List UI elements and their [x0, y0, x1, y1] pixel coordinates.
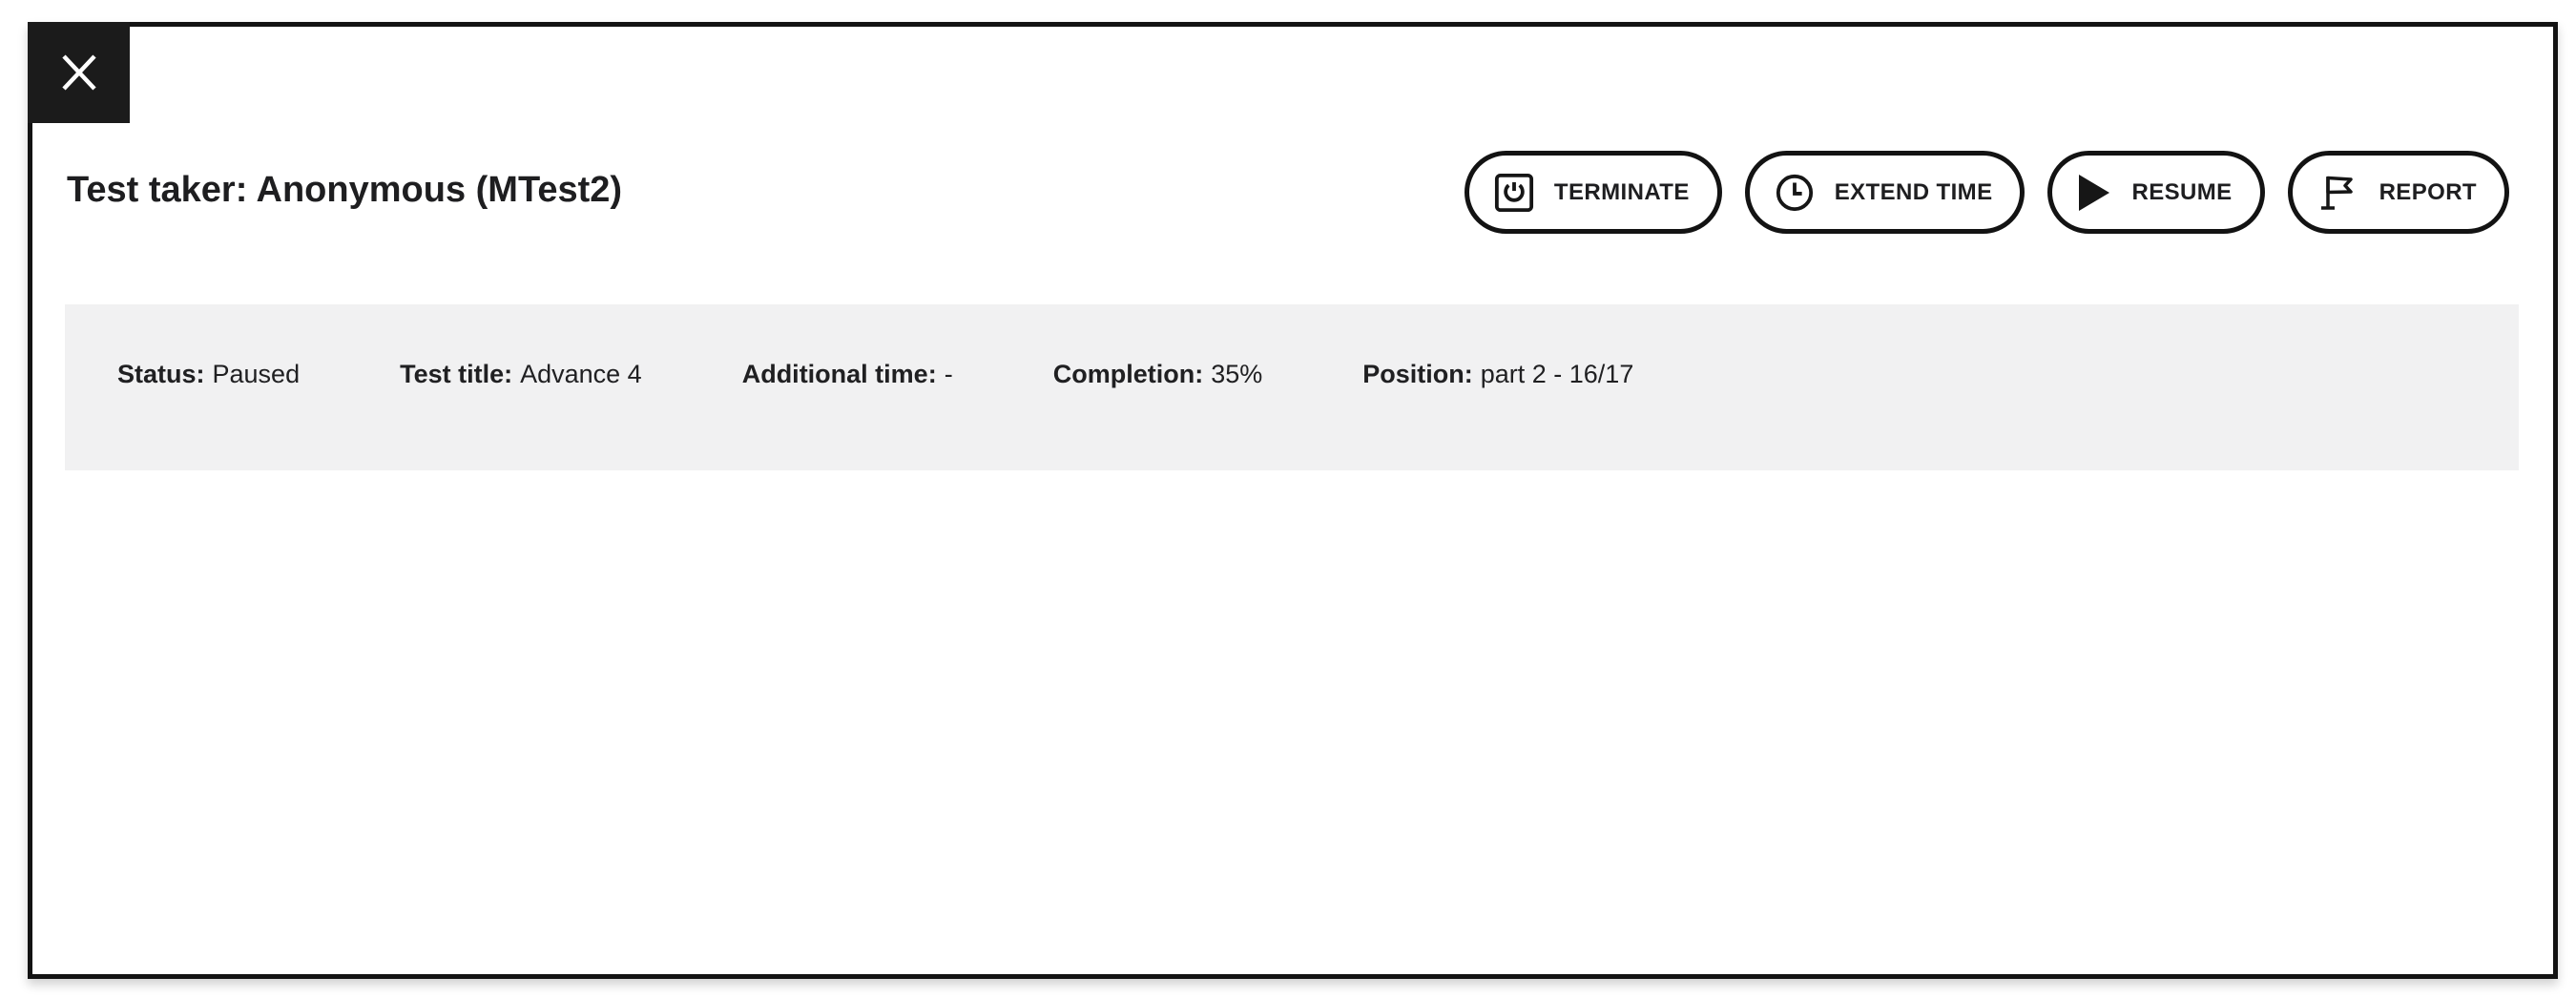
resume-button[interactable] [2047, 151, 2264, 234]
terminate-button[interactable] [1465, 151, 1722, 234]
additional-time-value: - [944, 360, 953, 388]
position-label: Position: [1362, 360, 1473, 388]
close-icon [60, 53, 98, 92]
report-button-label: REPORT [2379, 178, 2477, 205]
status-item-position [1362, 358, 1633, 390]
status-label: Status: [117, 360, 205, 388]
clock-icon [1775, 173, 1815, 213]
completion-label: Completion: [1052, 360, 1204, 388]
resume-button-label: RESUME [2131, 178, 2233, 205]
test-title-value: Advance 4 [520, 360, 642, 388]
close-button[interactable] [28, 22, 130, 123]
status-value: Paused [212, 360, 301, 388]
status-bar [65, 304, 2519, 470]
test-title-label: Test title: [400, 360, 513, 388]
position-value: part 2 - 16/17 [1480, 360, 1634, 388]
flag-icon [2317, 172, 2359, 214]
status-item-completion [1053, 358, 1263, 390]
power-icon [1494, 173, 1534, 213]
status-item-test-title [400, 358, 642, 390]
extend-time-button-label: EXTEND TIME [1834, 178, 1993, 205]
proctoring-detail-panel [28, 22, 2558, 979]
toolbar [1465, 151, 2509, 234]
terminate-button-label: TERMINATE [1553, 178, 1690, 205]
status-item-additional-time [742, 358, 953, 390]
additional-time-label: Additional time: [741, 360, 937, 388]
page-title: Test taker: Anonymous (MTest2) [67, 170, 623, 210]
status-item-status [117, 358, 300, 390]
extend-time-button[interactable] [1745, 151, 2025, 234]
play-icon [2077, 173, 2111, 213]
completion-value: 35% [1211, 360, 1263, 388]
report-button[interactable] [2288, 151, 2509, 234]
